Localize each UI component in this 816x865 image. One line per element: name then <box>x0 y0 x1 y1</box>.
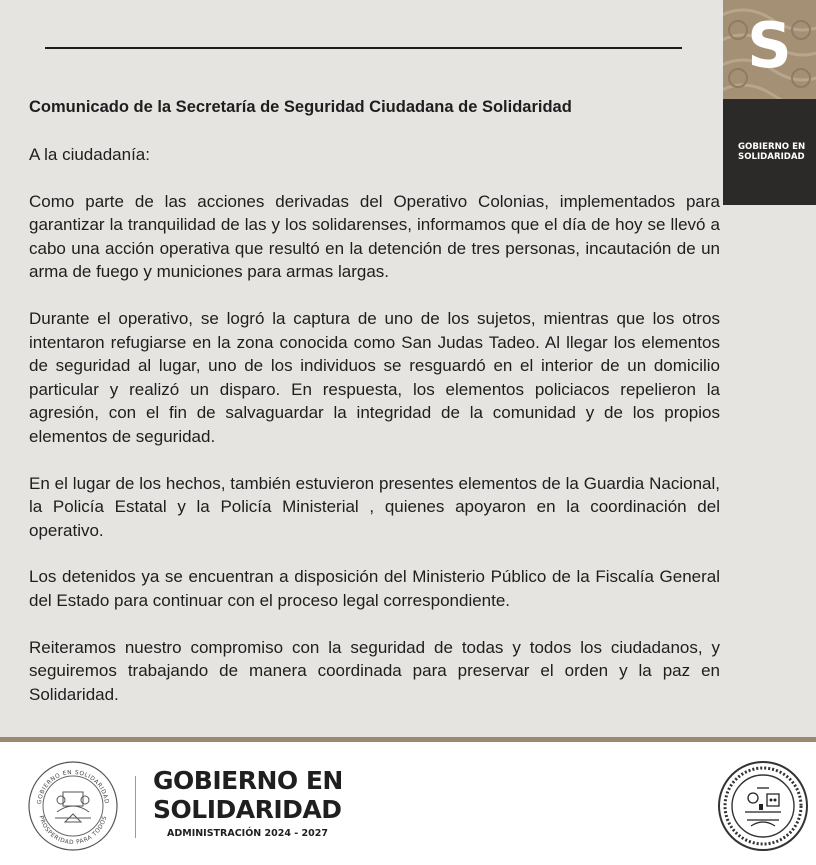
paragraph-5: Reiteramos nuestro compromiso con la seguridad de todas y todos los ciudadanos, y seguiremos trabajando de manera coordinada para preservar el orden y la paz en Solidaridad. <box>29 637 720 704</box>
top-divider-line <box>45 47 682 49</box>
badge-label-block <box>723 99 816 205</box>
badge-label-line2: SOLIDARIDAD <box>738 152 805 162</box>
government-name <box>153 766 363 824</box>
state-seal-logo <box>717 760 809 852</box>
paragraph-3: En el lugar de los hechos, también estuvieron presentes elementos de la Guardia Nacional, la Policía Estatal y la Policía Ministerial , quienes apoyaron en la coordinación del operativo. <box>29 473 720 540</box>
badge-label <box>738 142 816 162</box>
footer-divider <box>135 776 136 838</box>
municipal-seal-logo <box>27 760 119 852</box>
footer <box>0 742 816 865</box>
svg-text:GOBIERNO EN SOLIDARIDAD: GOBIERNO EN SOLIDARIDAD <box>36 769 110 805</box>
paragraph-4: Los detenidos ya se encuentran a disposición del Ministerio Público de la Fiscalía General del Estado para continuar con el proceso legal correspondiente. <box>29 567 720 610</box>
paragraph-2: Durante el operativo, se logró la captura de uno de los sujetos, mientras que los otros intentaron refugiarse en la zona conocida como San Judas Tadeo. Al llegar los elementos de seguridad al lugar, uno de los individuos se resguardó en el interior de un domicilio particular y realizó un disparo. En respuesta, los elementos policiacos repelieron la agresión, con el fin de salvaguardar la integridad de la comunidad y de los propios elementos de seguridad. <box>29 308 720 446</box>
badge-pattern-block <box>723 0 816 99</box>
administration-period: ADMINISTRACIÓN 2024 - 2027 <box>167 828 328 839</box>
government-name-line2: SOLIDARIDAD <box>153 795 342 824</box>
badge-letter: S <box>747 9 792 82</box>
badge-label-line1: GOBIERNO EN <box>738 142 806 152</box>
document-title: Comunicado de la Secretaría de Seguridad Ciudadana de Solidaridad <box>29 98 572 116</box>
svg-text:PROSPERIDAD PARA TODOS: PROSPERIDAD PARA TODOS <box>37 815 109 847</box>
government-badge <box>723 0 816 205</box>
document-body <box>29 96 720 706</box>
paragraph-1: Como parte de las acciones derivadas del Operativo Colonias, implementados para garantizar la tranquilidad de las y los solidarenses, informamos que el día de hoy se llevó a cabo una acción operativa que resultó en la detención de tres personas, incautación de un arma de fuego y municiones para armas largas. <box>29 191 720 282</box>
greeting: A la ciudadanía: <box>29 145 150 164</box>
government-name-line1: GOBIERNO EN <box>153 766 343 795</box>
